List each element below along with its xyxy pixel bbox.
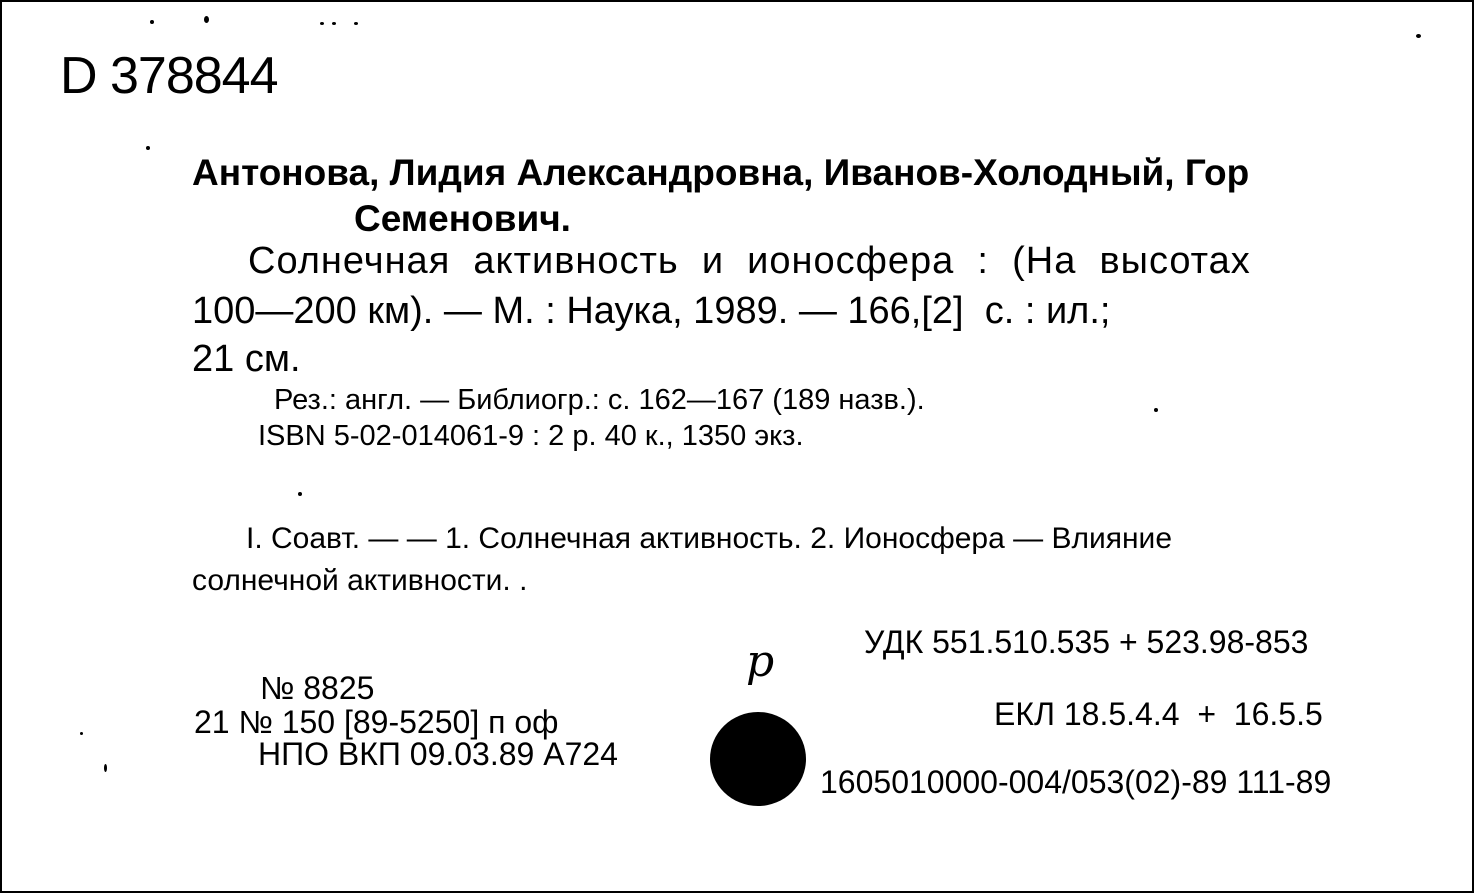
ink-speck xyxy=(354,22,358,25)
order-number: № 8825 xyxy=(260,670,375,706)
ink-speck xyxy=(80,732,83,735)
udk-classification: УДК 551.510.535 + 523.98-853 xyxy=(864,624,1309,660)
author-line-1: Антонова, Лидия Александровна, Иванов-Холодный, Гор xyxy=(192,152,1250,193)
ink-speck xyxy=(150,20,154,24)
title-line-3: 21 см. xyxy=(192,338,301,380)
bibliography-note: Рез.: англ. — Библиогр.: с. 162—167 (189 назв.). xyxy=(274,384,925,416)
isbn-line: ISBN 5-02-014061-9 : 2 р. 40 к., 1350 экз. xyxy=(258,420,804,452)
ink-speck xyxy=(1154,408,1158,412)
ink-speck xyxy=(104,764,107,772)
ink-speck xyxy=(1416,34,1421,38)
npo-line: НПО ВКП 09.03.89 А724 xyxy=(258,736,618,772)
ink-blot xyxy=(710,712,806,806)
ekl-classification: ЕКЛ 18.5.4.4 + 16.5.5 xyxy=(994,696,1323,732)
ink-speck xyxy=(332,22,336,25)
handwritten-mark: р xyxy=(746,636,775,687)
title-line-1: Солнечная активность и ионосфера : (На высотах xyxy=(248,240,1251,282)
card-call-number: D 378844 xyxy=(60,47,278,105)
ink-speck xyxy=(298,492,302,496)
ink-speck xyxy=(320,22,324,25)
print-run-line: 21 № 150 [89-5250] п оф xyxy=(194,704,559,740)
subject-headings-line-1: I. Соавт. — — 1. Солнечная активность. 2. Ионосфера — Влияние xyxy=(246,522,1173,555)
ink-speck xyxy=(146,146,150,150)
author-line-2: Семенович. xyxy=(354,198,571,239)
title-line-2: 100—200 км). — М. : Наука, 1989. — 166,[2] с. : ил.; xyxy=(192,290,1111,332)
catalog-code: 1605010000-004/053(02)-89 111-89 xyxy=(820,764,1332,800)
subject-headings-line-2: солнечной активности. . xyxy=(192,564,528,597)
ink-speck xyxy=(204,16,209,23)
